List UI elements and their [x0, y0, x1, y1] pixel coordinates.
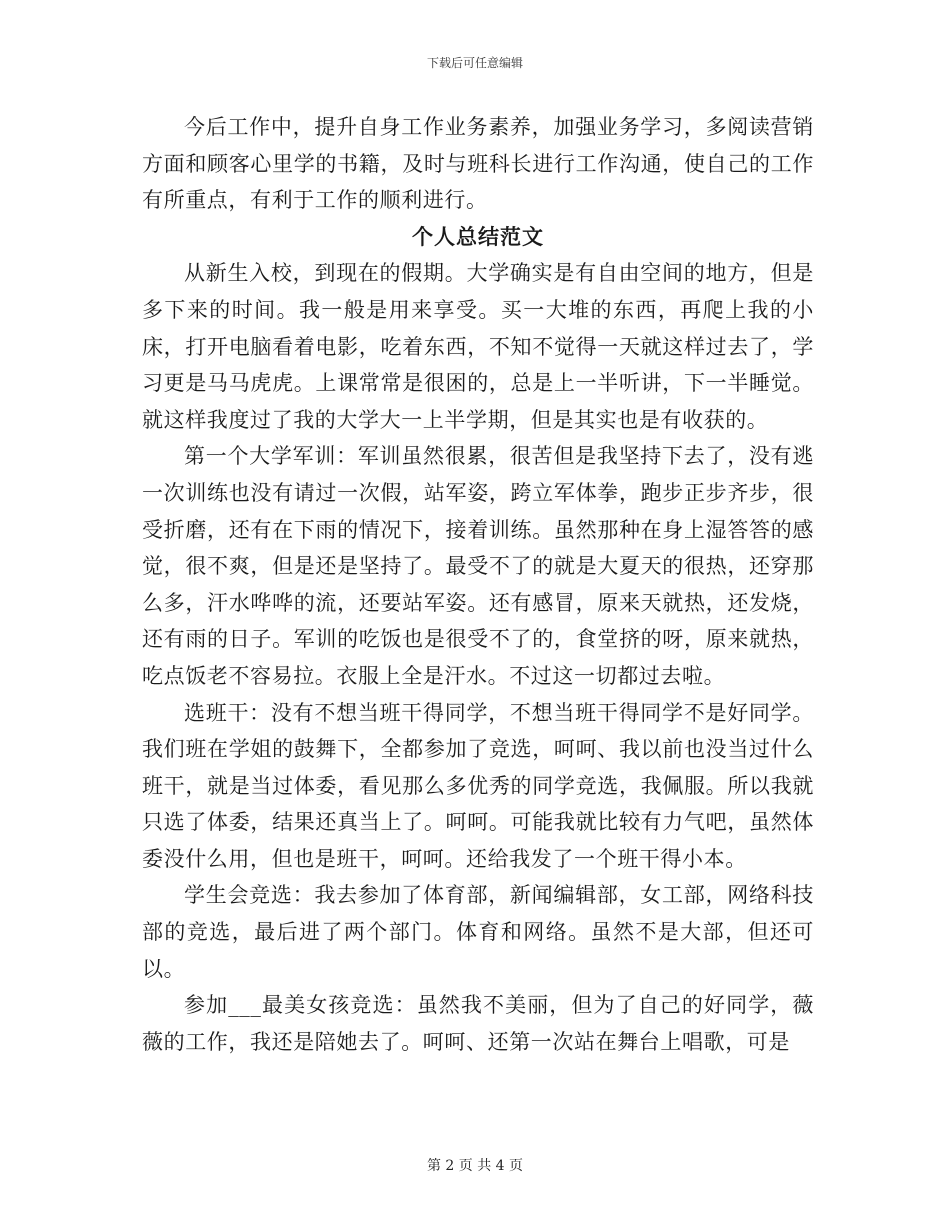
- paragraph-freshman-life: 从新生入校，到现在的假期。大学确实是有自由空间的地方，但是多下来的时间。我一般是用来享受。买一大堆的东西，再爬上我的小床，打开电脑看着电影，吃着东西，不知不觉得一天就这样过去了，学习更是马马虎虎。上课常常是很困的，总是上一半听讲，下一半睡觉。就这样我度过了我的大学大一上半学期，但是其实也是有收获的。: [142, 261, 814, 432]
- page-footer: 第 2 页 共 4 页: [426, 1158, 524, 1174]
- intro-paragraph: 今后工作中，提升自身工作业务素养，加强业务学习，多阅读营销方面和顾客心里学的书籍，及时与班科长进行工作沟通，使自己的工作有所重点，有利于工作的顺利进行。: [142, 115, 814, 213]
- paragraph-class-cadre: 选班干：没有不想当班干得同学，不想当班干得同学不是好同学。我们班在学姐的鼓舞下，全都参加了竞选，呵呵、我以前也没当过什么班干，就是当过体委，看见那么多优秀的同学竞选，我佩服。所以我就只选了体委，结果还真当上了。呵呵。可能我就比较有力气吧，虽然体委没什么用，但也是班干，呵呵。还给我发了一个班干得小本。: [142, 700, 814, 871]
- document-body: [142, 109, 814, 1060]
- paragraph-military-training: 第一个大学军训：军训虽然很累，很苦但是我坚持下去了，没有逃一次训练也没有请过一次假，站军姿，跨立军体拳，跑步正步齐步，很受折磨，还有在下雨的情况下，接着训练。虽然那种在身上湿答答的感觉，很不爽，但是还是坚持了。最受不了的就是大夏天的很热，还穿那么多，汗水哗哗的流，还要站军姿。还有感冒，原来天就热，还发烧，还有雨的日子。军训的吃饭也是很受不了的，食堂挤的呀，原来就热，吃点饭老不容易拉。衣服上全是汗水。不过这一切都过去啦。: [142, 444, 814, 688]
- paragraph-student-union: 学生会竞选：我去参加了体育部，新闻编辑部，女工部，网络科技部的竞选，最后进了两个部门。体育和网络。虽然不是大部，但还可以。: [142, 883, 814, 981]
- document-title: 个人总结范文: [412, 223, 544, 249]
- page-header: 下载后可任意编辑: [426, 56, 523, 70]
- paragraph-beauty-contest: 参加___最美女孩竞选：虽然我不美丽，但为了自己的好同学，薇薇的工作，我还是陪她去了。呵呵、还第一次站在舞台上唱歌，可是: [142, 993, 814, 1054]
